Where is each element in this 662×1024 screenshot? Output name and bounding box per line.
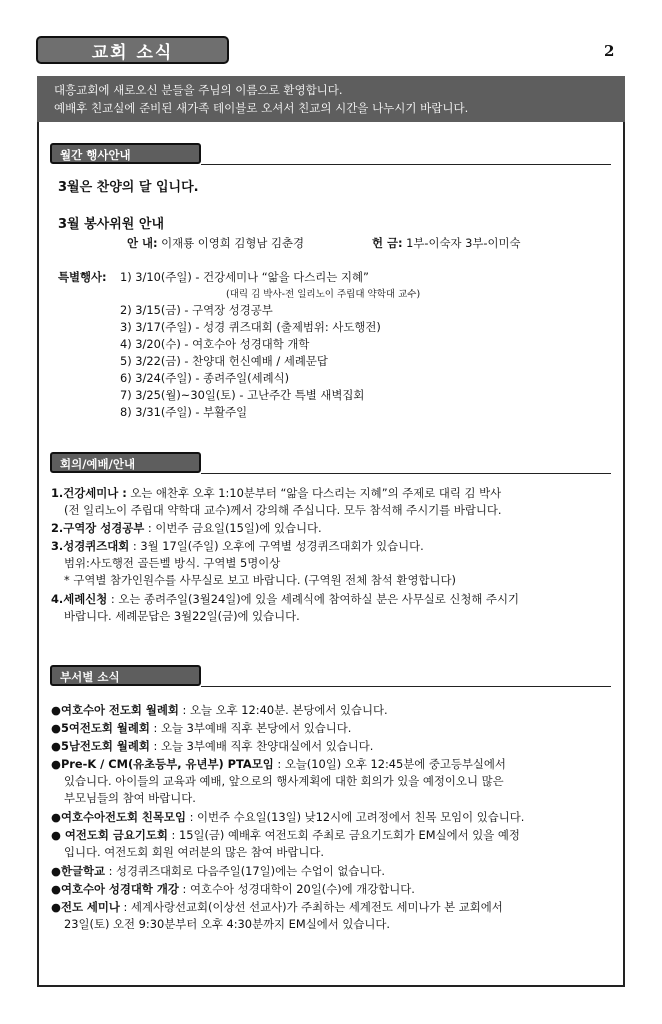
meeting-line: 바랍니다. 세례문답은 3월22일(금)에 있습니다.	[64, 609, 300, 623]
offering-value: 1부-이숙자 3부-이미숙	[406, 236, 521, 250]
event-item: 8) 3/31(주일) - 부활주일	[120, 405, 248, 419]
event-item: 6) 3/24(주일) - 종려주일(세례식)	[120, 371, 290, 385]
section-rule	[201, 686, 611, 687]
meeting-line: 범위:사도행전 골든벨 방식. 구역별 5명이상	[64, 556, 281, 570]
monthly-theme: 3월은 찬양의 달 입니다.	[58, 180, 199, 195]
dept-line: ●한글학교 : 성경퀴즈대회로 다음주일(17일)에는 수업이 없습니다.	[51, 864, 385, 878]
event-item: 2) 3/15(금) - 구역장 성경공부	[120, 303, 273, 317]
dept-line: ●여호수아전도회 친목모임 : 이번주 수요일(13일) 낮12시에 고려정에서 친목 모임이 있습니다.	[51, 810, 525, 824]
banner-line-2: 예배후 친교실에 준비된 새가족 테이블로 오셔서 친교의 시간을 나누시기 바랍니다.	[54, 101, 469, 115]
event-note: (대릭 김 박사-전 일리노이 주립대 약학대 교수)	[226, 289, 421, 300]
event-item: 4) 3/20(수) - 여호수아 성경대학 개학	[120, 337, 310, 351]
special-events-label: 특별행사:	[58, 270, 107, 284]
offering-label: 헌 금:	[372, 236, 403, 250]
event-item: 5) 3/22(금) - 찬양대 헌신예배 / 세례문답	[120, 354, 328, 368]
page-title: 교회 소식	[36, 36, 229, 64]
section-heading-monthly: 월간 행사안내	[50, 143, 201, 164]
dept-line: ●Pre-K / CM(유초등부, 유년부) PTA모임 : 오늘(10일) 오후 12:45분에 중고등부실에서	[51, 757, 506, 771]
banner-line-1: 대흥교회에 새로오신 분들을 주님의 이름으로 환영합니다.	[54, 83, 343, 97]
event-item: 1) 3/10(주일) - 건강세미나 “앎을 다스리는 지혜”	[120, 270, 369, 284]
dept-line: ● 여전도회 금요기도회 : 15일(금) 예배후 여전도회 주최로 금요기도회가 EM실에서 있을 예정	[51, 828, 520, 842]
dept-line: ●전도 세미나 : 세계사랑선교회(이상선 선교사)가 주최하는 세계전도 세미나가 본 교회에서	[51, 900, 503, 914]
event-item: 3) 3/17(주일) - 성경 퀴즈대회 (출제범위: 사도행전)	[120, 320, 381, 334]
volunteers-title: 3월 봉사위원 안내	[58, 217, 165, 232]
dept-line: 있습니다. 아이들의 교육과 예배, 앞으로의 행사계획에 대한 회의가 있을 예정이오니 많은	[64, 774, 504, 788]
meeting-line: * 구역별 참가인원수를 사무실로 보고 바랍니다. (구역원 전체 참석 환영합니다)	[64, 573, 456, 587]
meeting-line: (전 일리노이 주립대 약학대 교수)께서 강의해 주십니다. 모두 참석해 주시기를 바랍니다.	[64, 503, 502, 517]
welcome-banner	[37, 76, 625, 122]
dept-line: ●5여전도회 월례회 : 오늘 3부예배 직후 본당에서 있습니다.	[51, 721, 352, 735]
event-item: 7) 3/25(월)~30일(토) - 고난주간 특별 새벽집회	[120, 388, 365, 402]
dept-line: ●5남전도회 월례회 : 오늘 3부예배 직후 찬양대실에서 있습니다.	[51, 739, 374, 753]
meeting-line: 3.성경퀴즈대회 : 3월 17일(주일) 오후에 구역별 성경퀴즈대회가 있습니다.	[51, 539, 424, 553]
page-number: 2	[604, 42, 615, 60]
guide-label: 안 내:	[127, 236, 158, 250]
meeting-line: 1.건강세미나 : 오는 애찬후 오후 1:10분부터 “앎을 다스리는 지혜”의 주제로 대릭 김 박사	[51, 486, 502, 500]
dept-line: ●여호수아 성경대학 개강 : 여호수아 성경대학이 20일(수)에 개강합니다.	[51, 882, 415, 896]
dept-line: 23일(토) 오전 9:30분부터 오후 4:30분까지 EM실에서 있습니다.	[64, 917, 390, 931]
section-heading-departments: 부서별 소식	[50, 665, 201, 686]
dept-line: ●여호수아 전도회 월례회 : 오늘 오후 12:40분. 본당에서 있습니다.	[51, 703, 388, 717]
meeting-line: 4.세례신청 : 오는 종려주일(3월24일)에 있을 세례식에 참여하실 분은 사무실로 신청해 주시기	[51, 592, 520, 606]
offering-row	[372, 236, 521, 251]
section-heading-meetings: 회의/예배/안내	[50, 452, 201, 473]
dept-line: 입니다. 여전도회 회원 여러분의 많은 참여 바랍니다.	[64, 845, 325, 859]
guide-value: 이재룡 이영희 김형남 김춘경	[161, 236, 305, 250]
dept-line: 부모님들의 참여 바랍니다.	[64, 791, 196, 805]
volunteers-row	[127, 236, 304, 251]
section-rule	[201, 473, 611, 474]
meeting-line: 2.구역장 성경공부 : 이번주 금요일(15일)에 있습니다.	[51, 521, 322, 535]
section-rule	[201, 164, 611, 165]
